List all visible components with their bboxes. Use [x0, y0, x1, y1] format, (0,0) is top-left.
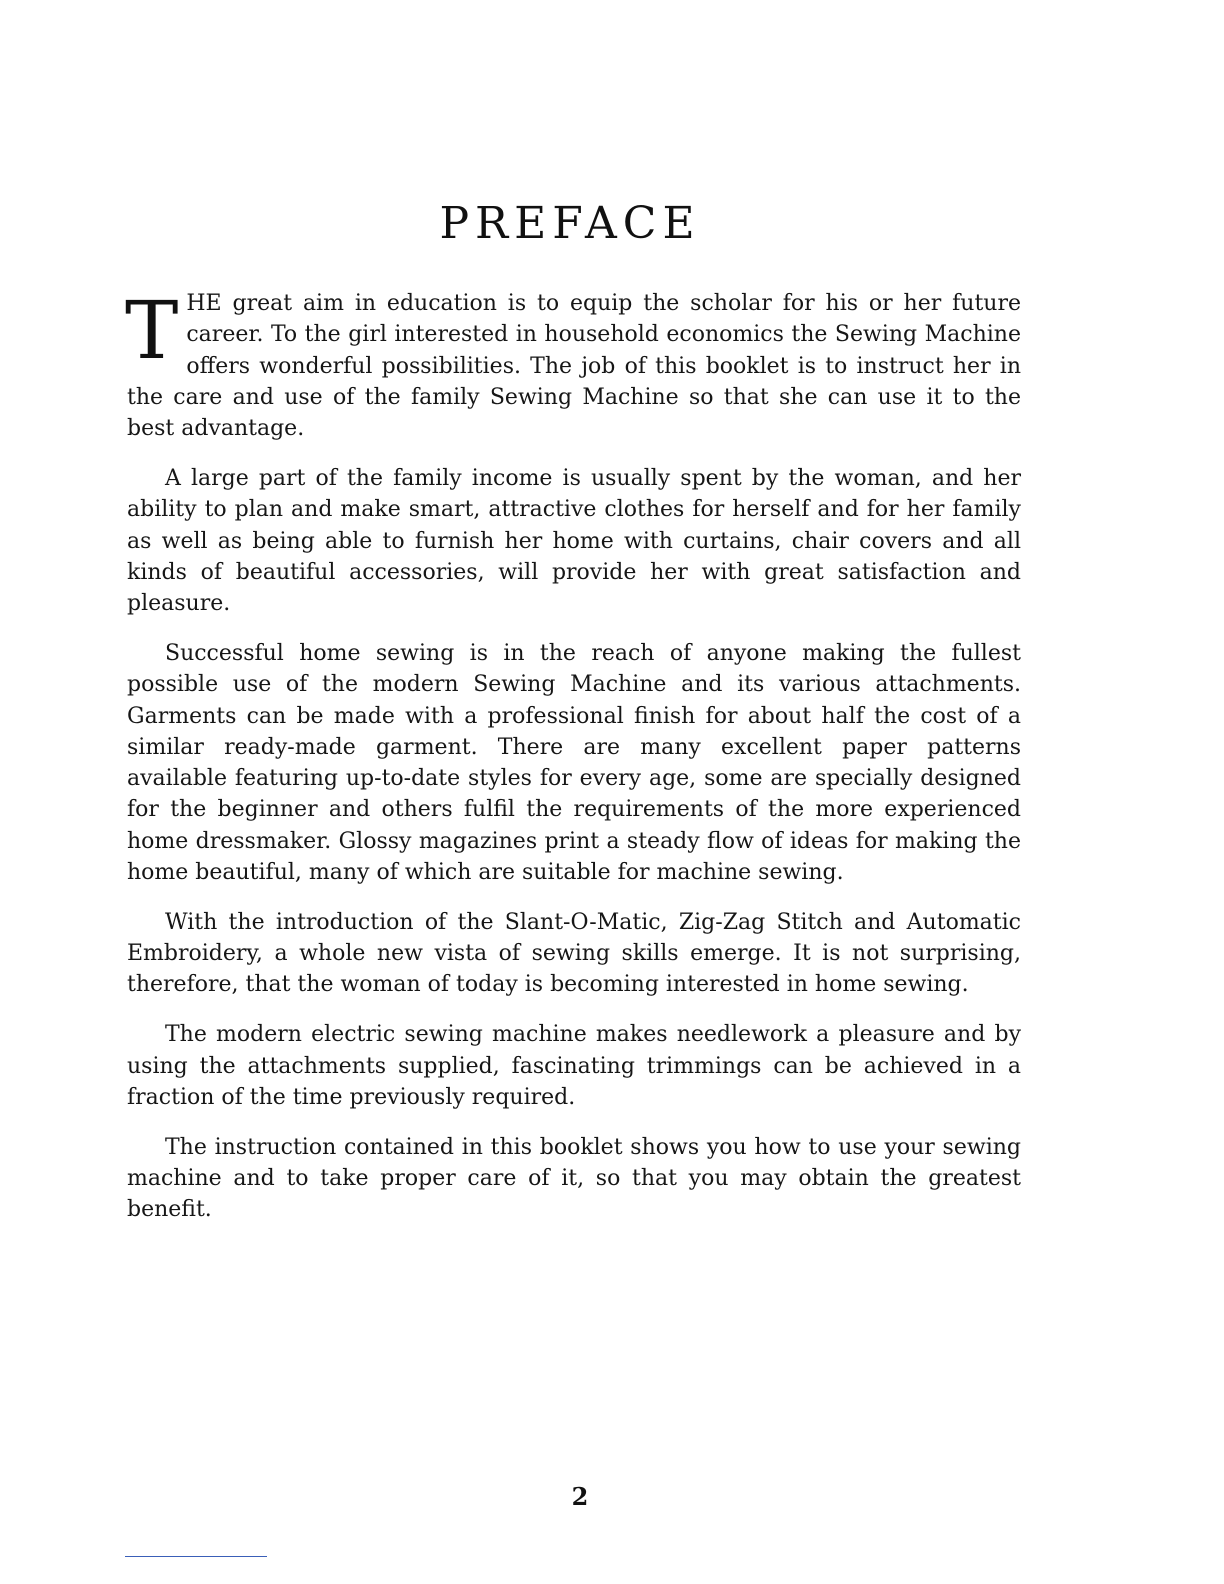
footer-rule: [125, 1556, 267, 1557]
page-title: PREFACE: [439, 198, 701, 249]
paragraph-1-text: HE great aim in education is to equip the scholar for his or her future career. To the girl interested in household economics the Sewing Machine offers wonderful possibilities. The job of this booklet is to instruct her in the care and use of the family Sewing Machine so that she can use it to the best advantage.: [127, 291, 1021, 442]
paragraph-4: With the introduction of the Slant-O-Matic, Zig-Zag Stitch and Automatic Embroidery, a whole new vista of sewing skills emerge. It is not surprising, therefore, that the woman of today is becoming interested in home sewing.: [127, 909, 1021, 998]
paragraph-6: The instruction contained in this booklet shows you how to use your sewing machine and to take proper care of it, so that you may obtain the greatest benefit.: [127, 1134, 1021, 1223]
paragraph-3: Successful home sewing is in the reach of anyone making the fullest possible use of the modern Sewing Machine and its various attachments. Garments can be made with a professional finish for about half the cost of a similar ready-made garment. There are many excellent paper patterns available featuring up-to-date styles for every age, some are specially designed for the beginner and others fulfil the requirements of the more experienced home dressmaker. Glossy magazines print a steady flow of ideas for making the home beautiful, many of which are suitable for machine sewing.: [127, 640, 1021, 886]
paragraph-1: [125, 284, 1021, 444]
drop-cap: T: [125, 284, 179, 377]
preface-body: [125, 284, 1021, 1244]
paragraph-2: A large part of the family income is usually spent by the woman, and her ability to plan and make smart, attractive clothes for herself and for her family as well as being able to furnish her home with curtains, chair covers and all kinds of beautiful accessories, will provide her with great satisfaction and pleasure.: [127, 465, 1021, 617]
paragraph-5: The modern electric sewing machine makes needlework a pleasure and by using the attachments supplied, fascinating trimmings can be achieved in a fraction of the time previously required.: [127, 1022, 1021, 1110]
page-number: 2: [571, 1482, 589, 1511]
